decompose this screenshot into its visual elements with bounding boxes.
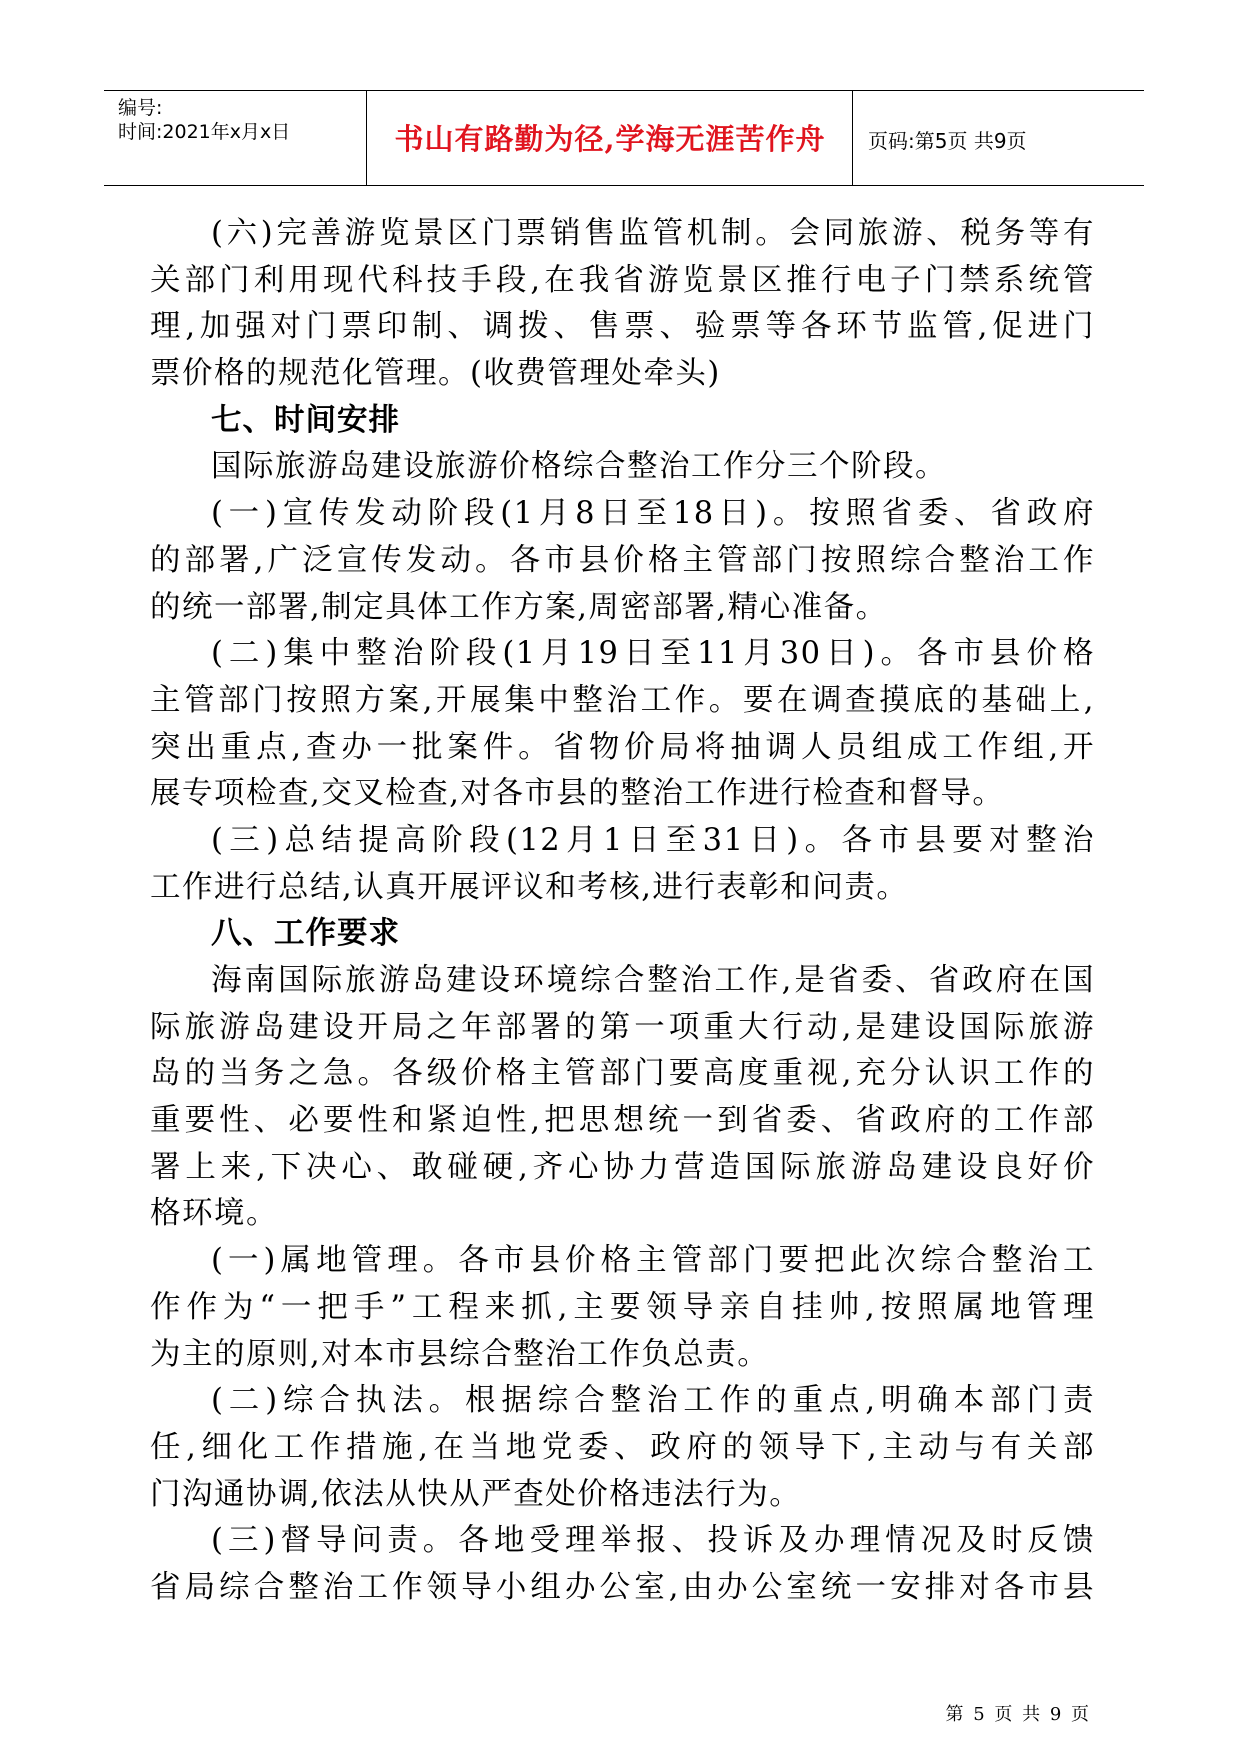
header-page-cell [854, 91, 1144, 185]
section-heading: 八、工作要求 [211, 916, 400, 952]
body-line: (六)完善游览景区门票销售监管机制。会同旅游、税务等有 [211, 216, 1095, 251]
body-line: 作作为“一把手”工程来抓,主要领导亲自挂帅,按照属地管理 [150, 1289, 1095, 1325]
body-line: (三)督导问责。各地受理举报、投诉及办理情况及时反馈 [211, 1523, 1095, 1559]
section-heading: 七、时间安排 [211, 402, 400, 438]
body-line: 主管部门按照方案,开展集中整治工作。要在调查摸底的基础上, [150, 682, 1095, 718]
body-line: 重要性、必要性和紧迫性,把思想统一到省委、省政府的工作部 [150, 1103, 1095, 1139]
body-line: 际旅游岛建设开局之年部署的第一项重大行动,是建设国际旅游 [150, 1009, 1095, 1045]
body-line: 署上来,下决心、敢碰硬,齐心协力营造国际旅游岛建设良好价 [150, 1149, 1095, 1185]
document-number-label: 编号: [118, 97, 163, 119]
header-info-cell [104, 91, 367, 185]
body-line: 的统一部署,制定具体工作方案,周密部署,精心准备。 [150, 589, 888, 625]
header-motto: 书山有路勤为径,学海无涯苦作舟 [394, 122, 826, 156]
body-line: (一)宣传发动阶段(1月8日至18日)。按照省委、省政府 [211, 496, 1095, 532]
document-time-label: 时间:2021年x月x日 [118, 121, 291, 143]
document-body [150, 211, 1095, 1612]
body-line: 关部门利用现代科技手段,在我省游览景区推行电子门禁系统管 [150, 262, 1095, 298]
body-line: 为主的原则,对本市县综合整治工作负总责。 [150, 1336, 770, 1372]
body-line: 的部署,广泛宣传发动。各市县价格主管部门按照综合整治工作 [150, 542, 1095, 578]
body-line: 工作进行总结,认真开展评议和考核,进行表彰和问责。 [150, 869, 909, 905]
body-line: (三)总结提高阶段(12月1日至31日)。各市县要对整治 [211, 822, 1095, 858]
body-line: 票价格的规范化管理。(收费管理处牵头) [150, 356, 721, 392]
body-line: 国际旅游岛建设旅游价格综合整治工作分三个阶段。 [211, 449, 947, 485]
body-line: 突出重点,查办一批案件。省物价局将抽调人员组成工作组,开 [150, 729, 1095, 765]
body-line: 海南国际旅游岛建设环境综合整治工作,是省委、省政府在国 [211, 963, 1095, 998]
body-line: 理,加强对门票印制、调拨、售票、验票等各环节监管,促进门 [150, 309, 1095, 345]
header-motto-cell [368, 91, 853, 185]
body-line: 门沟通协调,依法从快从严查处价格违法行为。 [150, 1476, 802, 1512]
body-line: 格环境。 [150, 1196, 278, 1232]
body-line: 展专项检查,交叉检查,对各市县的整治工作进行检查和督导。 [150, 776, 1005, 812]
body-line: 省局综合整治工作领导小组办公室,由办公室统一安排对各市县 [150, 1569, 1095, 1605]
header-page-info: 页码:第5页 共9页 [868, 129, 1027, 153]
body-line: (二)综合执法。根据综合整治工作的重点,明确本部门责 [211, 1383, 1095, 1419]
body-line: (一)属地管理。各市县价格主管部门要把此次综合整治工 [211, 1243, 1095, 1279]
page-footer: 第 5 页 共 9 页 [945, 1704, 1091, 1725]
body-line: 任,细化工作措施,在当地党委、政府的领导下,主动与有关部 [150, 1429, 1095, 1465]
document-header [104, 90, 1144, 186]
body-line: 岛的当务之急。各级价格主管部门要高度重视,充分认识工作的 [150, 1056, 1095, 1092]
body-line: (二)集中整治阶段(1月19日至11月30日)。各市县价格 [211, 636, 1095, 672]
